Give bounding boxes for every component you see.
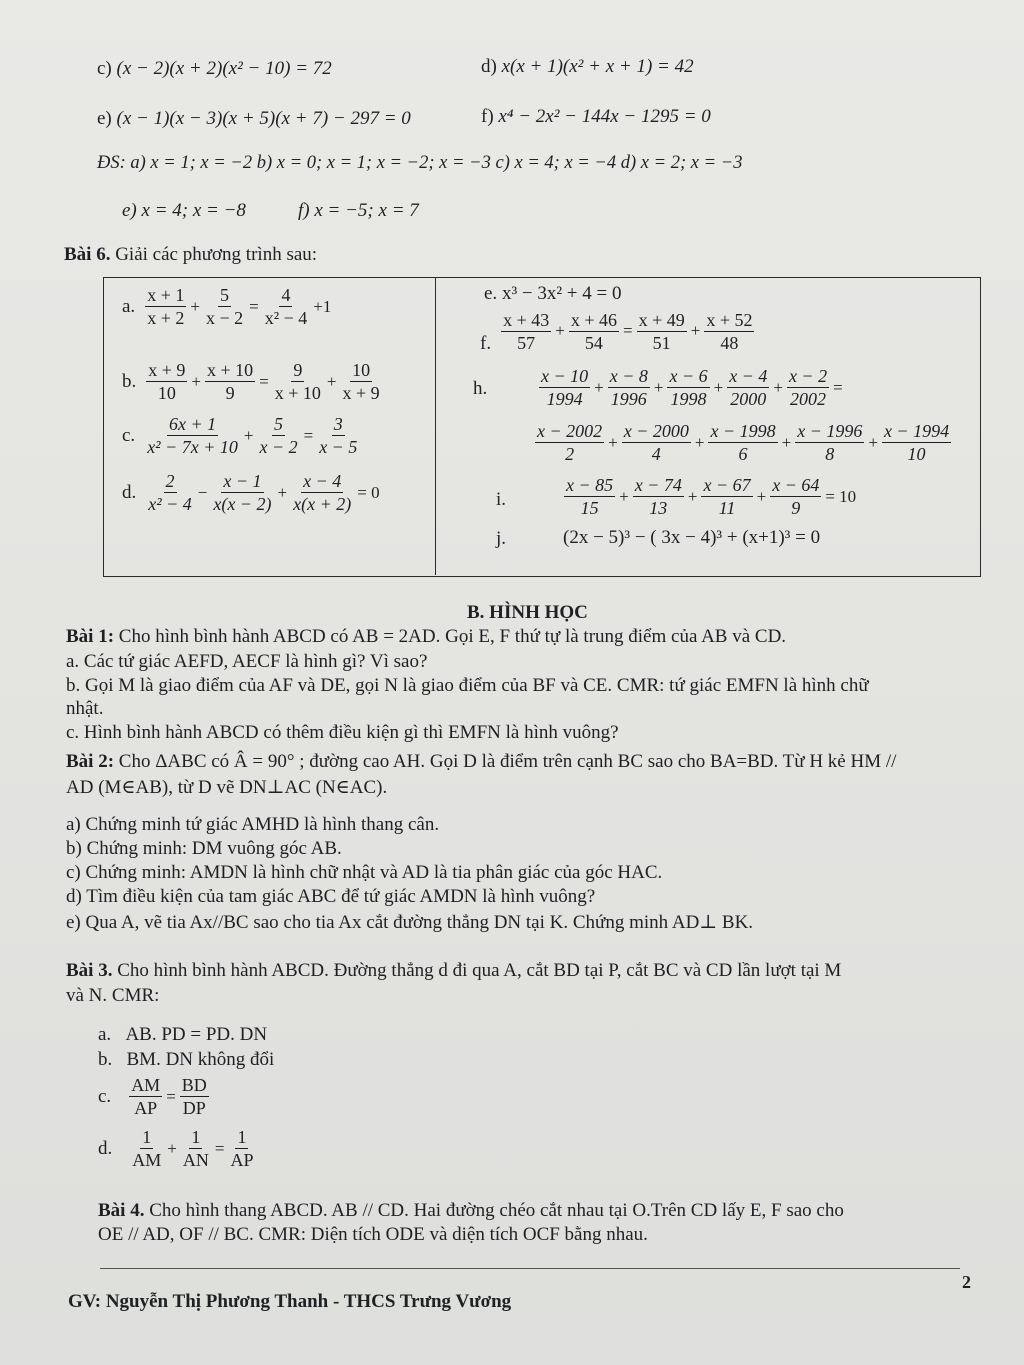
geo-bai2-a: a) Chứng minh tứ giác AMHD là hình thang cân.: [66, 814, 440, 835]
geo-bai1-b2: nhật.: [66, 698, 104, 719]
bai6-item-i: $\frac{x - 85}{15}$ + $\frac{x - 74}{13}$ + $\frac{x - 67}{11}$ + $\frac{x - 64}{9}$ = 10: [566, 475, 857, 518]
bai6-heading: Bài 6. Giải các phương trình sau:: [64, 244, 318, 265]
geo-bai1-a: a. Các tứ giác AEFD, AECF là hình gì? Vì sao?: [66, 651, 428, 672]
geo-bai2-d: d) Tìm điều kiện của tam giác ABC để tứ giác AMDN là hình vuông?: [66, 886, 596, 907]
bai6-item-b: b. $\frac{x + 9}{10}$ + $\frac{x + 10}{9}$ = $\frac{9}{x + 10}$ + $\frac{10}{x + 9}$: [122, 360, 380, 403]
bai6-item-h-line2: $\frac{x - 2002}{2}$ + $\frac{x - 2000}{4}$ + $\frac{x - 1998}{6}$ + $\frac{x - 1996}{8}$ + $\frac{x - 1994}{10}$: [537, 421, 950, 464]
geo-bai2-text2: AD (M∈AB), từ D vẽ DN⊥AC (N∈AC).: [66, 777, 388, 798]
geo-bai1-c: c. Hình bình hành ABCD có thêm điều kiện gì thì EMFN là hình vuông?: [66, 722, 619, 743]
geo-bai3-d: d. $\frac{1}{AM}$ + $\frac{1}{AN}$ = $\frac{1}{AP}$: [98, 1127, 254, 1170]
bai6-item-f: f. $\frac{x + 43}{57}$ + $\frac{x + 46}{54}$ = $\frac{x + 49}{51}$ + $\frac{x + 52}{48}$: [480, 309, 753, 354]
footer-author: GV: Nguyễn Thị Phương Thanh - THCS Trưng Vương: [68, 1291, 512, 1312]
bai6-item-e: e. x³ − 3x² + 4 = 0: [484, 283, 622, 304]
bai6-item-a: a. $\frac{x + 1}{x + 2}$ + $\frac{5}{x - 2}$ = $\frac{4}{\text{x² − 4}}$ +1: [122, 285, 332, 328]
equation-d: d) x(x + 1)(x² + x + 1) = 42: [481, 56, 694, 77]
bai6-item-c: c. $\frac{6x + 1}{\text{x² − 7x + 10}}$ + $\frac{5}{x - 2}$ = $\frac{3}{x - 5}$: [122, 414, 358, 457]
geo-bai3-b: b. BM. DN không đổi: [98, 1049, 275, 1070]
answers-line-1: ĐS: a) x = 1; x = −2 b) x = 0; x = 1; x = −2; x = −3 c) x = 4; x = −4 d) x = 2; x = −3: [97, 153, 743, 173]
section-b-heading: B. HÌNH HỌC: [467, 602, 588, 623]
geo-bai1-text: Bài 1: Cho hình bình hành ABCD có AB = 2AD. Gọi E, F thứ tự là trung điểm của AB và CD.: [66, 626, 787, 647]
footer-divider: [100, 1268, 960, 1269]
bai6-item-h-line1: $\frac{x - 10}{1994}$ + $\frac{x - 8}{1996}$ + $\frac{x - 6}{1998}$ + $\frac{x - 4}{2000}$ + $\frac{x - 2}{2002}$ =: [541, 366, 843, 409]
bai6-item-j: (2x − 5)³ − ( 3x − 4)³ + (x+1)³ = 0: [563, 527, 821, 548]
equation-f: f) x⁴ − 2x² − 144x − 1295 = 0: [481, 106, 711, 127]
answers-f: f) x = −5; x = 7: [298, 200, 419, 221]
geo-bai2-c: c) Chứng minh: AMDN là hình chữ nhật và AD là tia phân giác của góc HAC.: [66, 862, 663, 883]
geo-bai3-a: a. AB. PD = PD. DN: [98, 1024, 268, 1045]
geo-bai2-text1: Bài 2: Cho ΔABC có Â = 90° ; đường cao AH. Gọi D là điểm trên cạnh BC sao cho BA=BD. Từ H kẻ HM //: [66, 751, 897, 772]
geo-bai3-text2: và N. CMR:: [66, 985, 160, 1006]
bai6-table-divider: [435, 277, 436, 575]
geo-bai4-text2: OE // AD, OF // BC. CMR: Diện tích ODE và diện tích OCF bằng nhau.: [98, 1224, 648, 1245]
geo-bai2-b: b) Chứng minh: DM vuông góc AB.: [66, 838, 342, 859]
bai6-item-j-label: j.: [496, 528, 507, 549]
equation-e: e) (x − 1)(x − 3)(x + 5)(x + 7) − 297 = 0: [97, 108, 411, 129]
bai6-item-i-label: i.: [496, 489, 507, 510]
geo-bai4-text1: Bài 4. Cho hình thang ABCD. AB // CD. Hai đường chéo cắt nhau tại O.Trên CD lấy E, F sao cho: [98, 1200, 844, 1221]
equation-c: c) (x − 2)(x + 2)(x² − 10) = 72: [97, 58, 332, 79]
geo-bai1-b1: b. Gọi M là giao điểm của AF và DE, gọi N là giao điểm của BF và CE. CMR: tứ giác EMFN là hình chữ: [66, 675, 869, 696]
answers-e: e) x = 4; x = −8: [122, 200, 246, 221]
geo-bai2-e: e) Qua A, vẽ tia Ax//BC sao cho tia Ax cắt đường thẳng DN tại K. Chứng minh AD⊥ BK.: [66, 912, 754, 933]
geo-bai3-text1: Bài 3. Cho hình bình hành ABCD. Đường thẳng d đi qua A, cắt BD tại P, cắt BC và CD lần lượt tại M: [66, 960, 842, 981]
geo-bai3-c: c. $\frac{AM}{AP}$ = $\frac{BD}{DP}$: [98, 1075, 207, 1118]
page-number: 2: [962, 1272, 971, 1292]
bai6-item-d: d. $\frac{2}{\text{x² − 4}}$ − $\frac{x - 1}{x(x - 2)}$ + $\frac{x - 4}{x(x + 2)}$ = 0: [122, 471, 380, 514]
bai6-item-h-label: h.: [473, 378, 488, 399]
